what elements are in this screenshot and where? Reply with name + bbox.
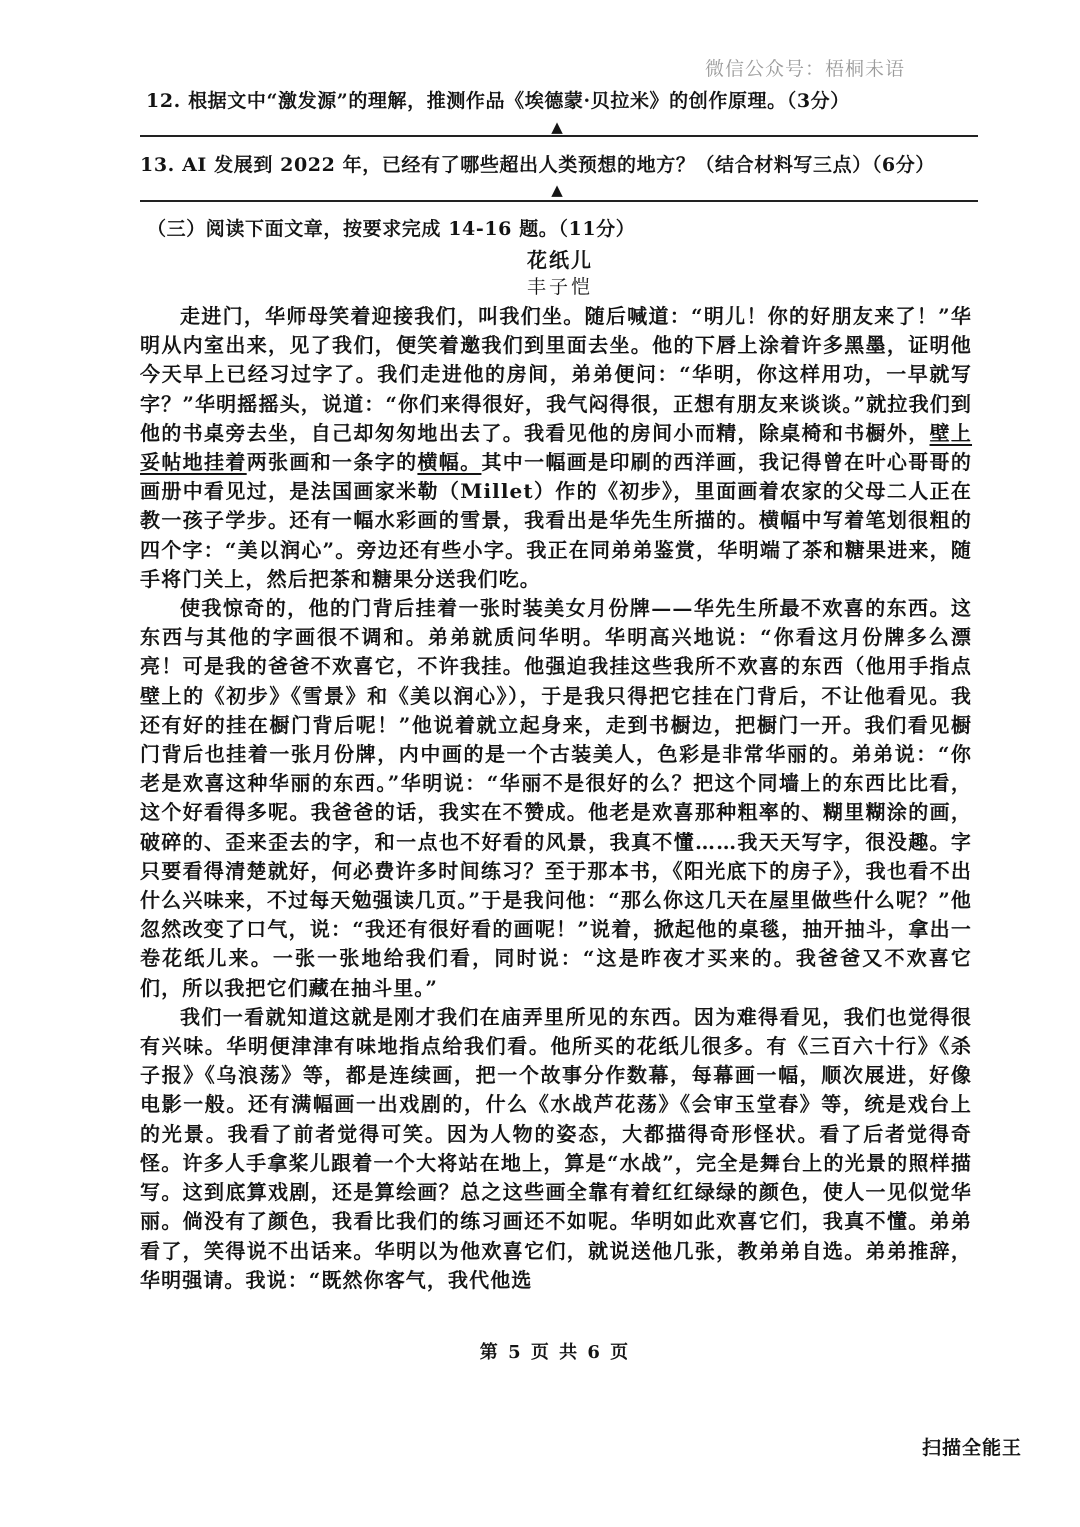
article-body bbox=[140, 302, 972, 1295]
scanner-brand-label: 扫描全能王 bbox=[921, 1437, 1022, 1459]
watermark: 微信公众号：梧桐未语 bbox=[704, 58, 905, 80]
underlined-phrase-2: 横幅。 bbox=[417, 450, 482, 475]
article-author: 丰子恺 bbox=[526, 276, 593, 298]
paragraph-1-text-c: 其中一幅画是印刷的西洋画，我记得曾在叶心哥哥的画册中看见过，是法国画家米勒（Millet）作的《初步》，里面画着农家的父母二人正在教一孩子学步。还有一幅水彩画的雪景，我看出是华先生所描的。横幅中写着笔划很粗的四个字：“美以润心”。旁边还有些小字。我正在同弟弟鉴赏，华明端了茶和糖果进来，随手将门关上，然后把茶和糖果分送我们吃。 bbox=[140, 450, 972, 591]
page-number: 第 5 页 共 6 页 bbox=[479, 1342, 631, 1363]
section-heading: （三）阅读下面文章，按要求完成 14-16 题。（11分） bbox=[147, 218, 636, 240]
paragraph-1-text-b: 两张画和一条字的 bbox=[246, 450, 418, 475]
underlined-phrase-1: 壁上妥帖地挂着 bbox=[140, 420, 973, 475]
paragraph-1-text-a: 走进门，华师母笑着迎接我们，叫我们坐。随后喊道：“明儿！你的好朋友来了！”华明从内室出来，见了我们，便笑着邀我们到里面去坐。他的下唇上涂着许多黑墨，证明他今天早上已经习过字了。我们走进他的房间，弟弟便问：“华明，你这样用功，一早就写字？”华明摇摇头，说道：“你们来得很好，我气闷得很，正想有朋友来谈谈。”就拉我们到他的书桌旁去坐，自己却匆匆地出去了。我看见他的房间小而精，除桌椅和书橱外， bbox=[140, 304, 972, 445]
article-title: 花纸儿 bbox=[527, 248, 593, 272]
answer-line-13 bbox=[140, 200, 978, 202]
question-13: 13. AI 发展到 2022 年，已经有了哪些超出人类预想的地方？（结合材料写三点）（6分） bbox=[140, 154, 935, 176]
question-12: 12. 根据文中“激发源”的理解，推测作品《埃德蒙·贝拉米》的创作原理。（3分） bbox=[146, 90, 850, 112]
article-paragraph-1 bbox=[140, 302, 972, 594]
answer-line-12 bbox=[140, 135, 978, 137]
article-paragraph-2: 使我惊奇的，他的门背后挂着一张时装美女月份牌——华先生所最不欢喜的东西。这东西与其他的字画很不调和。弟弟就质问华明。华明高兴地说：“你看这月份牌多么漂亮！可是我的爸爸不欢喜它，不许我挂。他强迫我挂这些我所不欢喜的东西（他用手指点壁上的《初步》《雪景》和《美以润心》），于是我只得把它挂在门背后，不让他看见。我还有好的挂在橱门背后呢！”他说着就立起身来，走到书橱边，把橱门一开。我们看见橱门背后也挂着一张月份牌，内中画的是一个古装美人，色彩是非常华丽的。弟弟说：“你老是欢喜这种华丽的东西。”华明说：“华丽不是很好的么？把这个同墙上的东西比比看，这个好看得多呢。我爸爸的话，我实在不赞成。他老是欢喜那种粗率的、糊里糊涂的画，破碎的、歪来歪去的字，和一点也不好看的风景，我真不懂……我天天写字，很没趣。字只要看得清楚就好，何必费许多时间练习？至于那本书，《阳光底下的房子》，我也看不出什么兴味来，不过每天勉强读几页。”于是我问他：“那么你这几天在屋里做些什么呢？”他忽然改变了口气，说：“我还有很好看的画呢！”说着，掀起他的桌毯，抽开抽斗，拿出一卷花纸儿来。一张一张地给我们看，同时说：“这是昨夜才买来的。我爸爸又不欢喜它们，所以我把它们藏在抽斗里。” bbox=[140, 596, 972, 1000]
article-paragraph-3: 我们一看就知道这就是刚才我们在庙弄里所见的东西。因为难得看见，我们也觉得很有兴味。华明便津津有味地指点给我们看。他所买的花纸儿很多。有《三百六十行》《杀子报》《乌浪荡》等，都是连续画，把一个故事分作数幕，每幕画一幅，顺次展进，好像电影一般。还有满幅画一出戏剧的，什么《水战芦花荡》《会审玉堂春》等，统是戏台上的光景。我看了前者觉得可笑。因为人物的姿态，大都描得奇形怪状。看了后者觉得奇怪。许多人手拿桨儿跟着一个大将站在地上，算是“水战”，完全是舞台上的光景的照样描写。这到底算戏剧，还是算绘画？总之这些画全靠有着红红绿绿的颜色，使人一见似觉华丽。倘没有了颜色，我看比我们的练习画还不如呢。华明如此欢喜它们，我真不懂。弟弟看了，笑得说不出话来。华明以为他欢喜它们，就说送他几张，教弟弟自选。弟弟推辞，华明强请。我说：“既然你客气，我代他选 bbox=[140, 1004, 972, 1292]
answer-marker-12: ▲ bbox=[551, 118, 563, 136]
answer-marker-13: ▲ bbox=[551, 181, 563, 199]
